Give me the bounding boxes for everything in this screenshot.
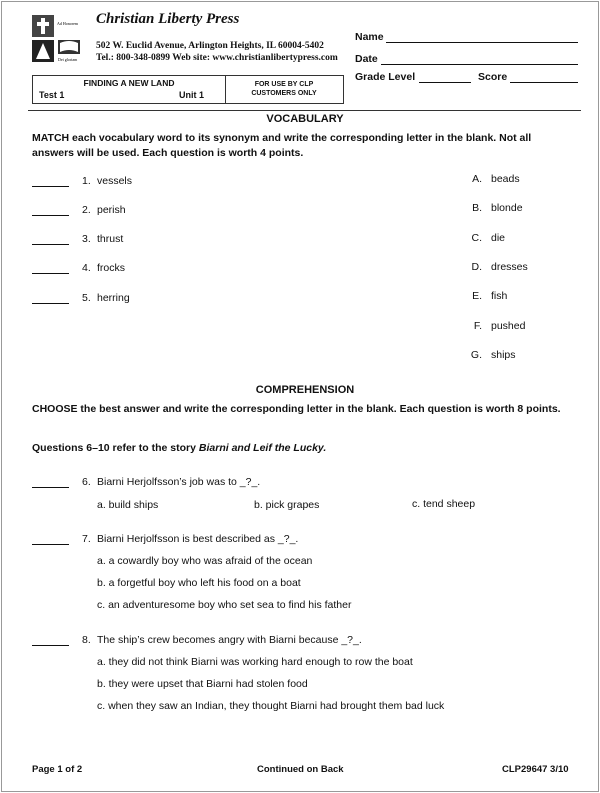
vocabulary-instructions: MATCH each vocabulary word to its synonym and write the corresponding letter in the blank. Not all answers will be used. Each question is worth 4 points. [32,132,532,159]
item-number: 4. [82,262,91,274]
story-reference [32,441,572,456]
answer-blank-3[interactable] [32,244,69,245]
usage-note-line-1: FOR USE BY CLP [254,81,314,88]
vocab-word: vessels [97,175,133,187]
option-text: ships [491,349,516,361]
option-letter: E. [472,290,482,302]
answer-blank-8[interactable] [32,645,69,646]
answer-option: a. build ships [97,499,159,511]
question-number: 7. [82,533,91,545]
answer-option: b. they were upset that Biarni had stolen food [97,678,308,690]
date-label: Date [355,53,378,65]
usage-note-line-2: CUSTOMERS ONLY [251,90,317,97]
option-text: pushed [491,320,526,332]
usage-note [225,80,343,98]
vocab-word: herring [97,292,130,304]
vocabulary-heading: VOCABULARY [266,113,344,125]
comprehension-instructions: CHOOSE the best answer and write the corresponding letter in the blank. Each question is worth 8 points. [32,403,561,415]
lesson-title: FINDING A NEW LAND [83,78,175,88]
question-text: Biarni Herjolfsson is best described as _?_. [97,533,299,545]
answer-blank-1[interactable] [32,186,69,187]
logo-text-top: Ad Honorem [57,21,78,26]
item-number: 5. [82,292,91,304]
option-text: beads [491,173,520,185]
grade-level-label: Grade Level [355,71,416,83]
option-letter: C. [471,232,482,244]
answer-option: c. tend sheep [412,498,476,510]
story-intro: Questions 6–10 refer to the story [32,442,199,454]
answer-option: b. a forgetful boy who left his food on a boat [97,577,301,589]
option-text: blonde [491,202,523,214]
comprehension-heading: COMPREHENSION [255,384,355,396]
option-letter: A. [472,173,482,185]
test-number: Test 1 [39,90,65,100]
vocab-word: perish [97,204,126,216]
answer-blank-4[interactable] [32,273,69,274]
option-letter: B. [472,202,482,214]
score-label: Score [478,71,508,83]
option-letter: F. [473,320,482,332]
answer-blank-5[interactable] [32,303,69,304]
answer-option: a. a cowardly boy who was afraid of the ocean [97,555,313,567]
question-text: The ship’s crew becomes angry with Biarni because _?_. [97,634,362,646]
publisher-name: Christian Liberty Press [96,11,240,27]
story-title: Biarni and Leif the Lucky. [198,442,327,454]
item-number: 2. [82,204,91,216]
unit-number: Unit 1 [179,90,205,100]
continued-note: Continued on Back [257,764,344,775]
option-text: fish [491,290,508,302]
publisher-contact: Tel.: 800-348-0899 Web site: www.christianlibertypress.com [96,53,338,63]
date-field[interactable] [381,64,578,65]
answer-option: c. an adventuresome boy who set sea to find his father [97,599,352,611]
question-number: 6. [82,476,91,488]
option-text: die [491,232,506,244]
grade-level-field[interactable] [419,82,471,83]
answer-blank-6[interactable] [32,487,69,488]
answer-blank-7[interactable] [32,544,69,545]
score-field[interactable] [510,82,578,83]
answer-option: b. pick grapes [254,499,320,511]
answer-blank-2[interactable] [32,215,69,216]
product-code: CLP29647 3/10 [502,764,569,775]
question-number: 8. [82,634,91,646]
page-number: Page 1 of 2 [32,764,83,775]
header-rule [28,110,581,111]
vocab-word: frocks [97,262,126,274]
test-info-box [32,75,344,104]
logo-text-bottom: Dei gloriam [58,57,78,62]
christian-liberty-logo [30,13,90,65]
item-number: 3. [82,233,91,245]
vocab-word: thrust [97,233,124,245]
item-number: 1. [82,175,91,187]
option-letter: D. [471,261,482,273]
option-letter: G. [470,349,482,361]
publisher-address: 502 W. Euclid Avenue, Arlington Heights, IL 60004-5402 [96,41,324,51]
name-label: Name [355,31,384,43]
question-text: Biarni Herjolfsson’s job was to _?_. [97,476,261,488]
answer-option: c. when they saw an Indian, they thought Biarni had brought them bad luck [97,700,445,712]
answer-option: a. they did not think Biarni was working hard enough to row the boat [97,656,413,668]
name-field[interactable] [386,42,578,43]
option-text: dresses [491,261,528,273]
